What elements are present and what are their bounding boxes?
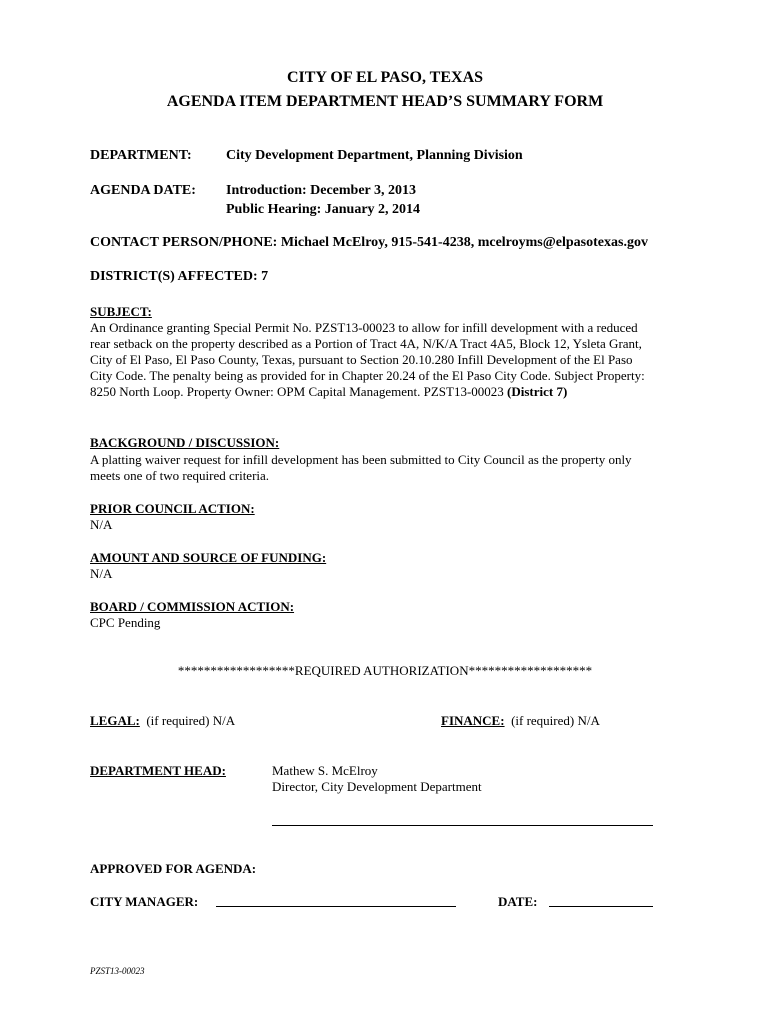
department-head-name: Mathew S. McElroy — [272, 763, 378, 778]
finance-label: FINANCE: — [441, 713, 505, 728]
finance-row — [441, 713, 600, 729]
subject-line-5 — [90, 384, 567, 400]
prior-council-heading: PRIOR COUNCIL ACTION: — [90, 501, 255, 516]
department-head-title: Director, City Development Department — [272, 779, 482, 794]
date-label: DATE: — [498, 894, 538, 909]
subject-line-3: City of El Paso, El Paso County, Texas, pursuant to Section 20.10.280 Infill Development of the El Paso — [90, 352, 633, 367]
legal-row — [90, 713, 235, 729]
footer-file-number: PZST13-00023 — [90, 966, 145, 976]
city-manager-label: CITY MANAGER: — [90, 894, 199, 909]
department-label: DEPARTMENT: — [90, 148, 192, 163]
contact-line: CONTACT PERSON/PHONE: Michael McElroy, 915-541-4238, mcelroyms@elpasotexas.gov — [90, 235, 648, 250]
header-city: CITY OF EL PASO, TEXAS — [286, 69, 484, 86]
approved-for-agenda: APPROVED FOR AGENDA: — [90, 861, 257, 876]
subject-line-4: City Code. The penalty being as provided for in Chapter 20.24 of the El Paso City Code. Subject Property: — [90, 368, 645, 383]
subject-heading: SUBJECT: — [90, 304, 152, 319]
agenda-date-hearing: Public Hearing: January 2, 2014 — [226, 202, 421, 217]
funding-value: N/A — [90, 566, 113, 581]
date-line[interactable] — [549, 906, 653, 907]
department-value: City Development Department, Planning Division — [226, 148, 523, 163]
subject-district: (District 7) — [507, 384, 568, 399]
background-heading: BACKGROUND / DISCUSSION: — [90, 435, 280, 450]
finance-value: (if required) N/A — [511, 713, 600, 728]
agenda-date-introduction: Introduction: December 3, 2013 — [226, 183, 417, 198]
board-heading: BOARD / COMMISSION ACTION: — [90, 599, 295, 614]
city-manager-signature-line[interactable] — [216, 906, 456, 907]
department-head-signature-line[interactable] — [272, 825, 653, 826]
background-line-1: A platting waiver request for infill development has been submitted to City Council as the property only — [90, 452, 632, 467]
subject-line-2: rear setback on the property described as a Portion of Tract 4A, N/K/A Tract 4A5, Block 12, Ysleta Grant, — [90, 336, 642, 351]
department-head-label: DEPARTMENT HEAD: — [90, 763, 226, 778]
prior-council-value: N/A — [90, 517, 113, 532]
required-authorization: ******************REQUIRED AUTHORIZATION******************* — [177, 663, 593, 678]
legal-value: (if required) N/A — [146, 713, 236, 728]
header-form-title: AGENDA ITEM DEPARTMENT HEAD’S SUMMARY FORM — [166, 93, 604, 110]
subject-line-1: An Ordinance granting Special Permit No. PZST13-00023 to allow for infill development with a reduced — [90, 320, 638, 335]
legal-label: LEGAL: — [90, 713, 140, 728]
board-value: CPC Pending — [90, 615, 161, 630]
agenda-date-label: AGENDA DATE: — [90, 183, 196, 198]
districts-affected: DISTRICT(S) AFFECTED: 7 — [90, 269, 269, 284]
funding-heading: AMOUNT AND SOURCE OF FUNDING: — [90, 550, 327, 565]
background-line-2: meets one of two required criteria. — [90, 468, 270, 483]
subject-line-5-text: 8250 North Loop. Property Owner: OPM Capital Management. PZST13-00023 — [90, 384, 504, 399]
